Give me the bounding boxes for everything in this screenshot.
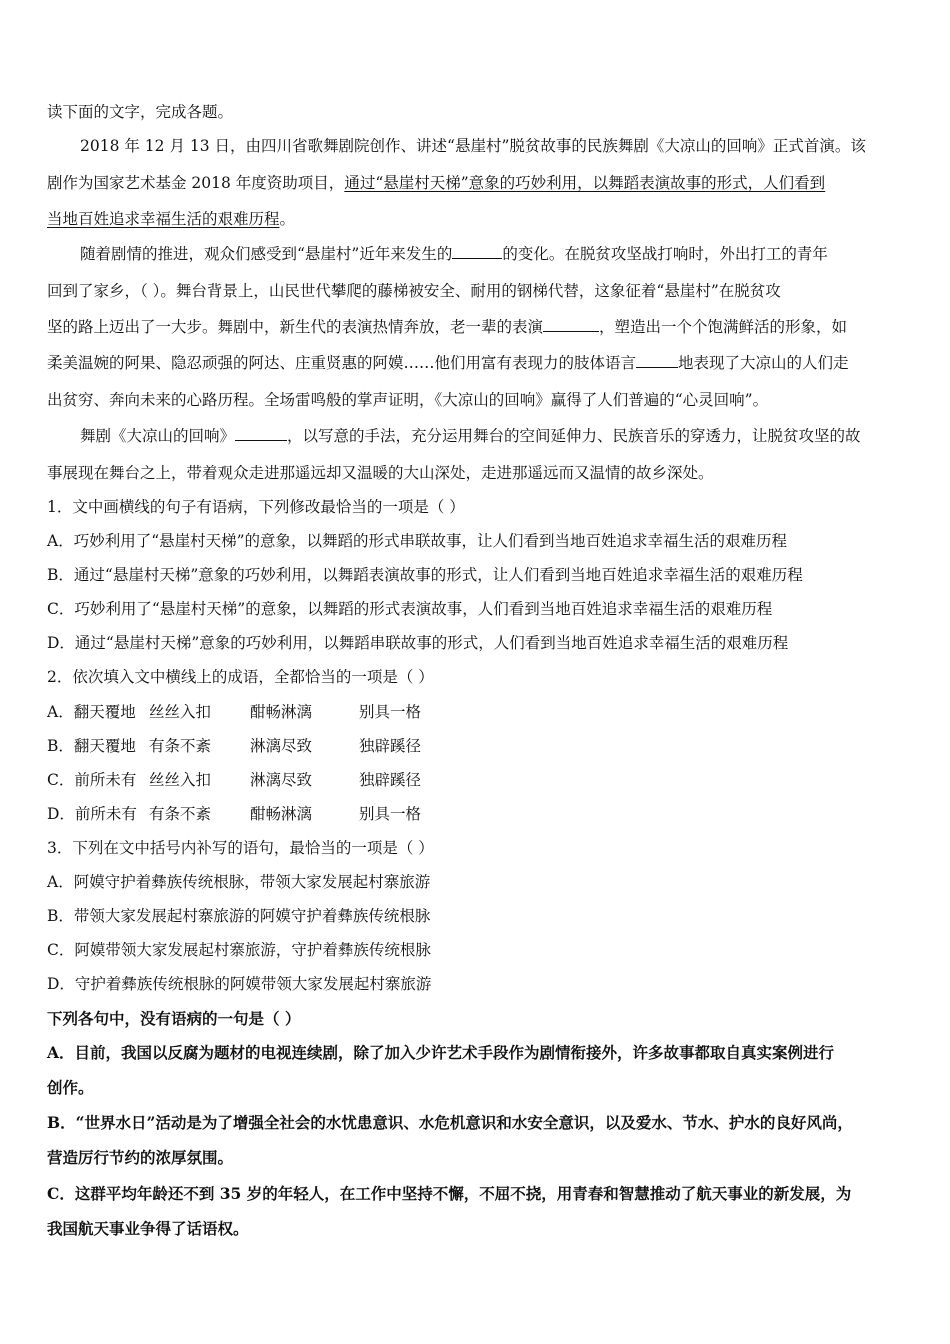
passage-p2-line3 [47,317,847,337]
passage-p2-line5: 出贫穷、奔向未来的心路历程。全场雷鸣般的掌声证明，《大凉山的回响》赢得了人们普遍的“心灵回响”。 [47,391,769,409]
passage-text: 坚的路上迈出了一大步。舞剧中，新生代的表演热情奔放，老一辈的表演 [47,318,544,336]
q3-option-a: A．阿嫫守护着彝族传统根脉，带领大家发展起村寨旅游 [47,873,431,891]
passage-text: 。 [279,210,296,228]
option-item: B．翻天覆地 [47,737,136,755]
passage-text: ，塑造出一个个饱满鲜活的形象，如 [599,318,848,336]
option-item: 别具一格 [359,805,422,823]
q2-option-c [47,770,421,790]
q3-option-c: C．阿嫫带领大家发展起村寨旅游，守护着彝族传统根脉 [47,941,431,959]
q4-option-a-line1: A．目前，我国以反腐为题材的电视连续剧，除了加入少许艺术手段作为剧情衔接外，许多故事都取自真实案例进行 [47,1043,835,1062]
underlined-sentence: 当地百姓追求幸福生活的艰难历程 [47,210,280,228]
fill-blank-4 [235,426,287,441]
instruction: 读下面的文字，完成各题。 [47,103,234,121]
option-item: 淋漓尽致 [250,737,313,755]
option-item: 别具一格 [359,703,422,721]
q4-option-c-line1: C．这群平均年龄还不到 35 岁的年轻人，在工作中坚持不懈，不屈不挠，用青春和智慧推动了航天事业的新发展，为 [47,1184,852,1203]
q1-option-a: A．巧妙利用了“悬崖村天梯”的意象，以舞蹈的形式串联故事，让人们看到当地百姓追求幸福生活的艰难历程 [47,532,788,550]
passage-text: 随着剧情的推进，观众们感受到“悬崖村”近年来发生的 [80,245,453,263]
passage-text: 柔美温婉的阿果、隐忍顽强的阿达、庄重贤惠的阿嫫……他们用富有表现力的肢体语言 [47,354,637,372]
q2-stem: 2．依次填入文中横线上的成语，全都恰当的一项是（ ） [47,668,434,686]
fill-blank-3 [636,353,678,368]
passage-p1-line1: 2018 年 12 月 13 日，由四川省歌舞剧院创作、讲述“悬崖村”脱贫故事的民族舞剧《大凉山的回响》正式首演。该 [80,137,866,155]
option-item: 酣畅淋漓 [250,805,313,823]
option-item: 丝丝入扣 [149,771,212,789]
q4-option-a-line2: 创作。 [47,1078,94,1097]
q1-option-c: C．巧妙利用了“悬崖村天梯”的意象，以舞蹈的形式表演故事，人们看到当地百姓追求幸福生活的艰难历程 [47,600,773,618]
option-item: 独辟蹊径 [359,737,422,755]
q4-option-b-line2: 营造厉行节约的浓厚氛围。 [47,1148,234,1167]
q4-option-b-line1: B．“世界水日”活动是为了增强全社会的水忧患意识、水危机意识和水安全意识，以及爱水、节水、护水的良好风尚， [47,1113,853,1132]
q1-option-d: D．通过“悬崖村天梯”意象的巧妙利用，以舞蹈串联故事的形式，人们看到当地百姓追求幸福生活的艰难历程 [47,634,789,652]
option-item: D．前所未有 [47,805,137,823]
option-item: 丝丝入扣 [149,703,212,721]
fill-blank-1 [452,244,502,259]
q2-option-a [47,702,421,722]
option-item: A．翻天覆地 [47,703,136,721]
passage-p1-line2 [47,173,825,193]
q2-option-d [47,804,421,824]
passage-p2-line4 [47,353,849,373]
q4-stem: 下列各句中，没有语病的一句是（ ） [47,1009,301,1028]
option-item: 有条不紊 [149,737,212,755]
q3-stem: 3．下列在文中括号内补写的语句，最恰当的一项是（ ） [47,839,434,857]
passage-text: 舞剧《大凉山的回响》 [80,427,236,445]
option-item: 有条不紊 [149,805,212,823]
underlined-sentence: 通过“悬崖村天梯”意象的巧妙利用，以舞蹈表演故事的形式，人们看到 [344,174,826,192]
passage-text: 地表现了大凉山的人们走 [678,354,849,372]
q2-option-b [47,736,421,756]
passage-p2-line1 [80,244,828,264]
passage-text: 剧作为国家艺术基金 2018 年度资助项目， [47,174,345,192]
q3-option-d: D．守护着彝族传统根脉的阿嫫带领大家发展起村寨旅游 [47,975,432,993]
q1-stem: 1．文中画横线的句子有语病，下列修改最恰当的一项是（ ） [47,498,465,516]
option-item: 独辟蹊径 [359,771,422,789]
passage-text: 的变化。在脱贫攻坚战打响时，外出打工的青年 [502,245,828,263]
option-item: C．前所未有 [47,771,137,789]
q4-option-c-line2: 我国航天事业争得了话语权。 [47,1219,249,1238]
option-item: 酣畅淋漓 [250,703,313,721]
passage-text: ，以写意的手法，充分运用舞台的空间延伸力、民族音乐的穿透力，让脱贫攻坚的故 [287,427,861,445]
passage-p2-line2: 回到了家乡，（ ）。舞台背景上，山民世代攀爬的藤梯被安全、耐用的钢梯代替，这象征着“悬崖村”在脱贫攻 [47,282,781,300]
passage-p3-line2: 事展现在舞台之上，带着观众走进那遥远却又温暖的大山深处，走进那遥远而又温情的故乡深处。 [47,464,714,482]
fill-blank-2 [543,317,599,332]
passage-p1-line3 [47,209,295,229]
q3-option-b: B．带领大家发展起村寨旅游的阿嫫守护着彝族传统根脉 [47,907,431,925]
passage-p3-line1 [80,426,861,446]
q1-option-b: B．通过“悬崖村天梯”意象的巧妙利用，以舞蹈表演故事的形式，让人们看到当地百姓追求幸福生活的艰难历程 [47,566,803,584]
option-item: 淋漓尽致 [250,771,313,789]
